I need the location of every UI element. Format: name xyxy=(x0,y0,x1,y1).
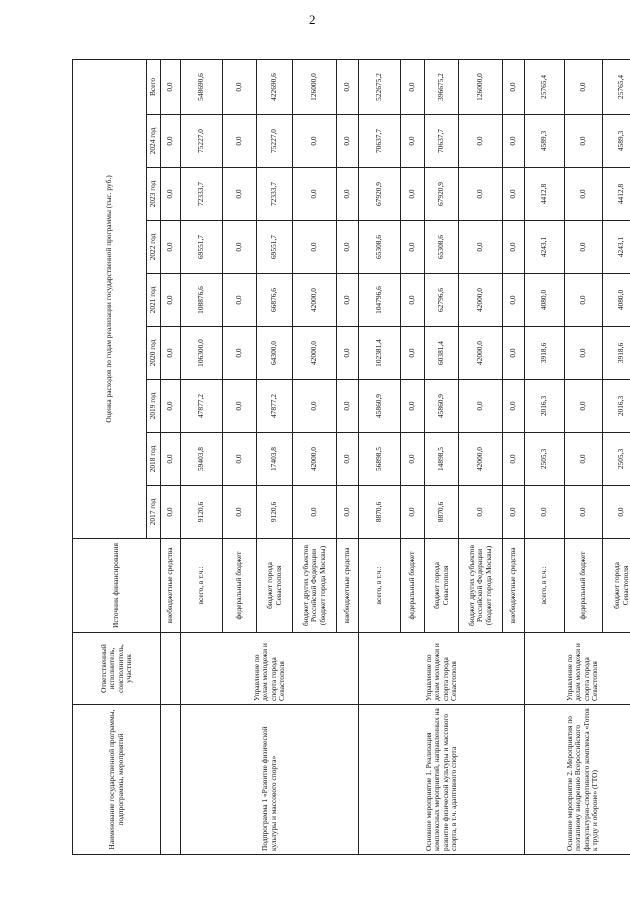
year-value-cell: 0,0 xyxy=(337,115,359,168)
year-value-cell: 4243,1 xyxy=(525,221,565,274)
program-name-cell: Основное мероприятие 1. Реализация комплексных мероприятий, направленных на развитие физической культуры и массового спорта, в т.ч. адаптивного спорта xyxy=(359,705,525,855)
table-row xyxy=(525,59,565,854)
funding-source-cell: бюджет города Севастополя xyxy=(603,539,630,633)
year-value-cell: 2505,3 xyxy=(525,433,565,486)
year-value-cell: 4243,1 xyxy=(603,221,630,274)
total-value-cell: 0,0 xyxy=(161,59,181,114)
year-value-cell: 0,0 xyxy=(459,168,503,221)
year-value-cell: 59403,8 xyxy=(181,433,223,486)
year-value-cell: 0,0 xyxy=(565,115,603,168)
year-value-cell: 0,0 xyxy=(223,221,257,274)
year-value-cell: 0,0 xyxy=(293,380,337,433)
year-value-cell: 62796,6 xyxy=(425,274,459,327)
total-value-cell: 522675,2 xyxy=(359,59,401,114)
year-value-cell: 4412,8 xyxy=(525,168,565,221)
year-value-cell: 0,0 xyxy=(223,274,257,327)
year-value-cell: 75227,0 xyxy=(257,115,293,168)
year-value-cell: 65308,6 xyxy=(425,221,459,274)
year-value-cell: 0,0 xyxy=(459,486,503,539)
program-name-cell xyxy=(161,705,181,855)
year-value-cell: 0,0 xyxy=(565,486,603,539)
funding-source-cell: бюджет города Севастополя xyxy=(257,539,293,633)
responsible-cell: Управление по делам молодежи и спорта города Севастополя xyxy=(181,633,359,705)
year-value-cell: 0,0 xyxy=(401,274,425,327)
header-year: 2024 год xyxy=(147,115,161,168)
year-value-cell: 102381,4 xyxy=(359,327,401,380)
total-value-cell: 422690,6 xyxy=(257,59,293,114)
year-value-cell: 2016,3 xyxy=(603,380,630,433)
year-value-cell: 75227,0 xyxy=(181,115,223,168)
total-value-cell: 0,0 xyxy=(503,59,525,114)
year-value-cell: 0,0 xyxy=(401,327,425,380)
year-value-cell: 56898,5 xyxy=(359,433,401,486)
funding-source-cell: федеральный бюджет xyxy=(223,539,257,633)
year-value-cell: 0,0 xyxy=(161,327,181,380)
year-value-cell: 0,0 xyxy=(459,221,503,274)
year-value-cell: 0,0 xyxy=(161,168,181,221)
year-value-cell: 0,0 xyxy=(603,486,630,539)
funding-source-cell: всего, в т.ч.: xyxy=(359,539,401,633)
year-value-cell: 70637,7 xyxy=(359,115,401,168)
year-value-cell: 0,0 xyxy=(401,168,425,221)
total-value-cell: 126000,0 xyxy=(459,59,503,114)
year-value-cell: 0,0 xyxy=(401,115,425,168)
funding-source-cell: всего, в т.ч.: xyxy=(181,539,223,633)
year-value-cell: 0,0 xyxy=(401,486,425,539)
table-body xyxy=(161,59,630,854)
year-value-cell: 0,0 xyxy=(459,115,503,168)
year-value-cell: 42000,0 xyxy=(293,274,337,327)
year-value-cell: 0,0 xyxy=(293,115,337,168)
year-value-cell: 0,0 xyxy=(565,327,603,380)
year-value-cell: 0,0 xyxy=(525,486,565,539)
year-value-cell: 0,0 xyxy=(161,486,181,539)
year-value-cell: 3918,6 xyxy=(603,327,630,380)
year-value-cell: 4080,0 xyxy=(603,274,630,327)
year-value-cell: 0,0 xyxy=(293,486,337,539)
year-value-cell: 69551,7 xyxy=(257,221,293,274)
funding-source-cell: внебюджетные средства xyxy=(503,539,525,633)
year-value-cell: 0,0 xyxy=(223,380,257,433)
year-value-cell: 0,0 xyxy=(223,433,257,486)
year-value-cell: 0,0 xyxy=(337,168,359,221)
year-value-cell: 69551,7 xyxy=(181,221,223,274)
year-value-cell: 8870,6 xyxy=(425,486,459,539)
header-year: 2017 год xyxy=(147,486,161,539)
total-value-cell: 396675,2 xyxy=(425,59,459,114)
year-value-cell: 0,0 xyxy=(503,115,525,168)
header-name: Наименование государственной программы, подпрограммы, мероприятий xyxy=(73,705,161,855)
header-year: 2019 год xyxy=(147,380,161,433)
header-total: Всего xyxy=(147,59,161,114)
year-value-cell: 0,0 xyxy=(565,274,603,327)
year-value-cell: 0,0 xyxy=(293,168,337,221)
year-value-cell: 2505,3 xyxy=(603,433,630,486)
header-year: 2021 год xyxy=(147,274,161,327)
year-value-cell: 0,0 xyxy=(565,168,603,221)
year-value-cell: 0,0 xyxy=(337,274,359,327)
header-year: 2018 год xyxy=(147,433,161,486)
year-value-cell: 9120,6 xyxy=(257,486,293,539)
year-value-cell: 0,0 xyxy=(503,380,525,433)
responsible-cell: Управление по делам молодежи и спорта города Севастополя xyxy=(525,633,630,705)
funding-source-cell: бюджет города Севастополя xyxy=(425,539,459,633)
year-value-cell: 0,0 xyxy=(161,274,181,327)
total-value-cell: 0,0 xyxy=(337,59,359,114)
year-value-cell: 67920,9 xyxy=(425,168,459,221)
year-value-cell: 0,0 xyxy=(337,327,359,380)
year-value-cell: 0,0 xyxy=(401,221,425,274)
funding-source-cell: федеральный бюджет xyxy=(565,539,603,633)
year-value-cell: 42000,0 xyxy=(459,433,503,486)
year-value-cell: 0,0 xyxy=(161,115,181,168)
year-value-cell: 9120,6 xyxy=(181,486,223,539)
year-value-cell: 0,0 xyxy=(161,433,181,486)
total-value-cell: 0,0 xyxy=(401,59,425,114)
year-value-cell: 72333,7 xyxy=(181,168,223,221)
year-value-cell: 0,0 xyxy=(223,327,257,380)
year-value-cell: 72333,7 xyxy=(257,168,293,221)
year-value-cell: 106300,0 xyxy=(181,327,223,380)
table-row xyxy=(181,59,223,854)
total-value-cell: 548690,6 xyxy=(181,59,223,114)
year-value-cell: 4080,0 xyxy=(525,274,565,327)
responsible-cell xyxy=(161,633,181,705)
year-value-cell: 108876,6 xyxy=(181,274,223,327)
page-number: 2 xyxy=(309,12,316,27)
year-value-cell: 0,0 xyxy=(337,221,359,274)
program-name-cell: Подпрограмма 1 «Развитие физической культуры и массового спорта» xyxy=(181,705,359,855)
year-value-cell: 60381,4 xyxy=(425,327,459,380)
year-value-cell: 42000,0 xyxy=(459,274,503,327)
year-value-cell: 0,0 xyxy=(565,380,603,433)
year-value-cell: 0,0 xyxy=(503,433,525,486)
year-value-cell: 17403,8 xyxy=(257,433,293,486)
year-value-cell: 3918,6 xyxy=(525,327,565,380)
funding-source-cell: внебюджетные средства xyxy=(161,539,181,633)
year-value-cell: 0,0 xyxy=(401,380,425,433)
table-row xyxy=(161,59,181,854)
year-value-cell: 4412,8 xyxy=(603,168,630,221)
total-value-cell: 25765,4 xyxy=(525,59,565,114)
total-value-cell: 25765,4 xyxy=(603,59,630,114)
header-estimate: Оценка расходов по годам реализации государственной программы (тыс. руб.) xyxy=(73,59,147,538)
year-value-cell: 0,0 xyxy=(223,115,257,168)
funding-source-cell: федеральный бюджет xyxy=(401,539,425,633)
funding-source-cell: бюджет других субъектов Российской Федерации (бюджет города Москвы) xyxy=(459,539,503,633)
year-value-cell: 4589,3 xyxy=(603,115,630,168)
year-value-cell: 0,0 xyxy=(503,486,525,539)
year-value-cell: 0,0 xyxy=(337,433,359,486)
year-value-cell: 0,0 xyxy=(565,221,603,274)
funding-source-cell: внебюджетные средства xyxy=(337,539,359,633)
year-value-cell: 0,0 xyxy=(503,327,525,380)
year-value-cell: 8870,6 xyxy=(359,486,401,539)
year-value-cell: 0,0 xyxy=(565,433,603,486)
year-value-cell: 0,0 xyxy=(337,380,359,433)
year-value-cell: 42000,0 xyxy=(459,327,503,380)
responsible-cell: Управление по делам молодежи и спорта города Севастополя xyxy=(359,633,525,705)
year-value-cell: 0,0 xyxy=(293,221,337,274)
total-value-cell: 126000,0 xyxy=(293,59,337,114)
year-value-cell: 0,0 xyxy=(223,168,257,221)
year-value-cell: 104796,6 xyxy=(359,274,401,327)
year-value-cell: 67920,9 xyxy=(359,168,401,221)
year-value-cell: 0,0 xyxy=(223,486,257,539)
year-value-cell: 42000,0 xyxy=(293,327,337,380)
total-value-cell: 0,0 xyxy=(223,59,257,114)
year-value-cell: 47877,2 xyxy=(181,380,223,433)
year-value-cell: 0,0 xyxy=(503,168,525,221)
year-value-cell: 4589,3 xyxy=(525,115,565,168)
year-value-cell: 0,0 xyxy=(503,221,525,274)
year-value-cell: 0,0 xyxy=(337,486,359,539)
year-value-cell: 0,0 xyxy=(161,380,181,433)
year-value-cell: 64300,0 xyxy=(257,327,293,380)
year-value-cell: 65308,6 xyxy=(359,221,401,274)
year-value-cell: 70637,7 xyxy=(425,115,459,168)
year-value-cell: 14898,5 xyxy=(425,433,459,486)
header-year: 2022 год xyxy=(147,221,161,274)
total-value-cell: 0,0 xyxy=(565,59,603,114)
header-source: Источник финансирования xyxy=(73,539,161,633)
funding-source-cell: всего, в т.ч.: xyxy=(525,539,565,633)
table-row xyxy=(359,59,401,854)
header-year: 2023 год xyxy=(147,168,161,221)
year-value-cell: 45860,9 xyxy=(359,380,401,433)
year-value-cell: 45860,9 xyxy=(425,380,459,433)
year-value-cell: 0,0 xyxy=(401,433,425,486)
year-value-cell: 42000,0 xyxy=(293,433,337,486)
funding-source-cell: бюджет других субъектов Российской Федерации (бюджет города Москвы) xyxy=(293,539,337,633)
year-value-cell: 66876,6 xyxy=(257,274,293,327)
year-value-cell: 0,0 xyxy=(503,274,525,327)
header-row-1 xyxy=(73,59,147,854)
year-value-cell: 0,0 xyxy=(161,221,181,274)
program-name-cell: Основное мероприятие 2. Мероприятия по поэтапному внедрению Всероссийского физкультурно-спортивного комплекса «Готов к труду и обороне» (ГТО) xyxy=(525,705,630,855)
year-value-cell: 2016,3 xyxy=(525,380,565,433)
year-value-cell: 47877,2 xyxy=(257,380,293,433)
rotated-table-container xyxy=(72,60,630,855)
header-year: 2020 год xyxy=(147,327,161,380)
header-responsible: Ответственный исполнитель, соисполнитель, участник xyxy=(73,633,161,705)
year-value-cell: 0,0 xyxy=(459,380,503,433)
budget-table xyxy=(72,59,630,855)
